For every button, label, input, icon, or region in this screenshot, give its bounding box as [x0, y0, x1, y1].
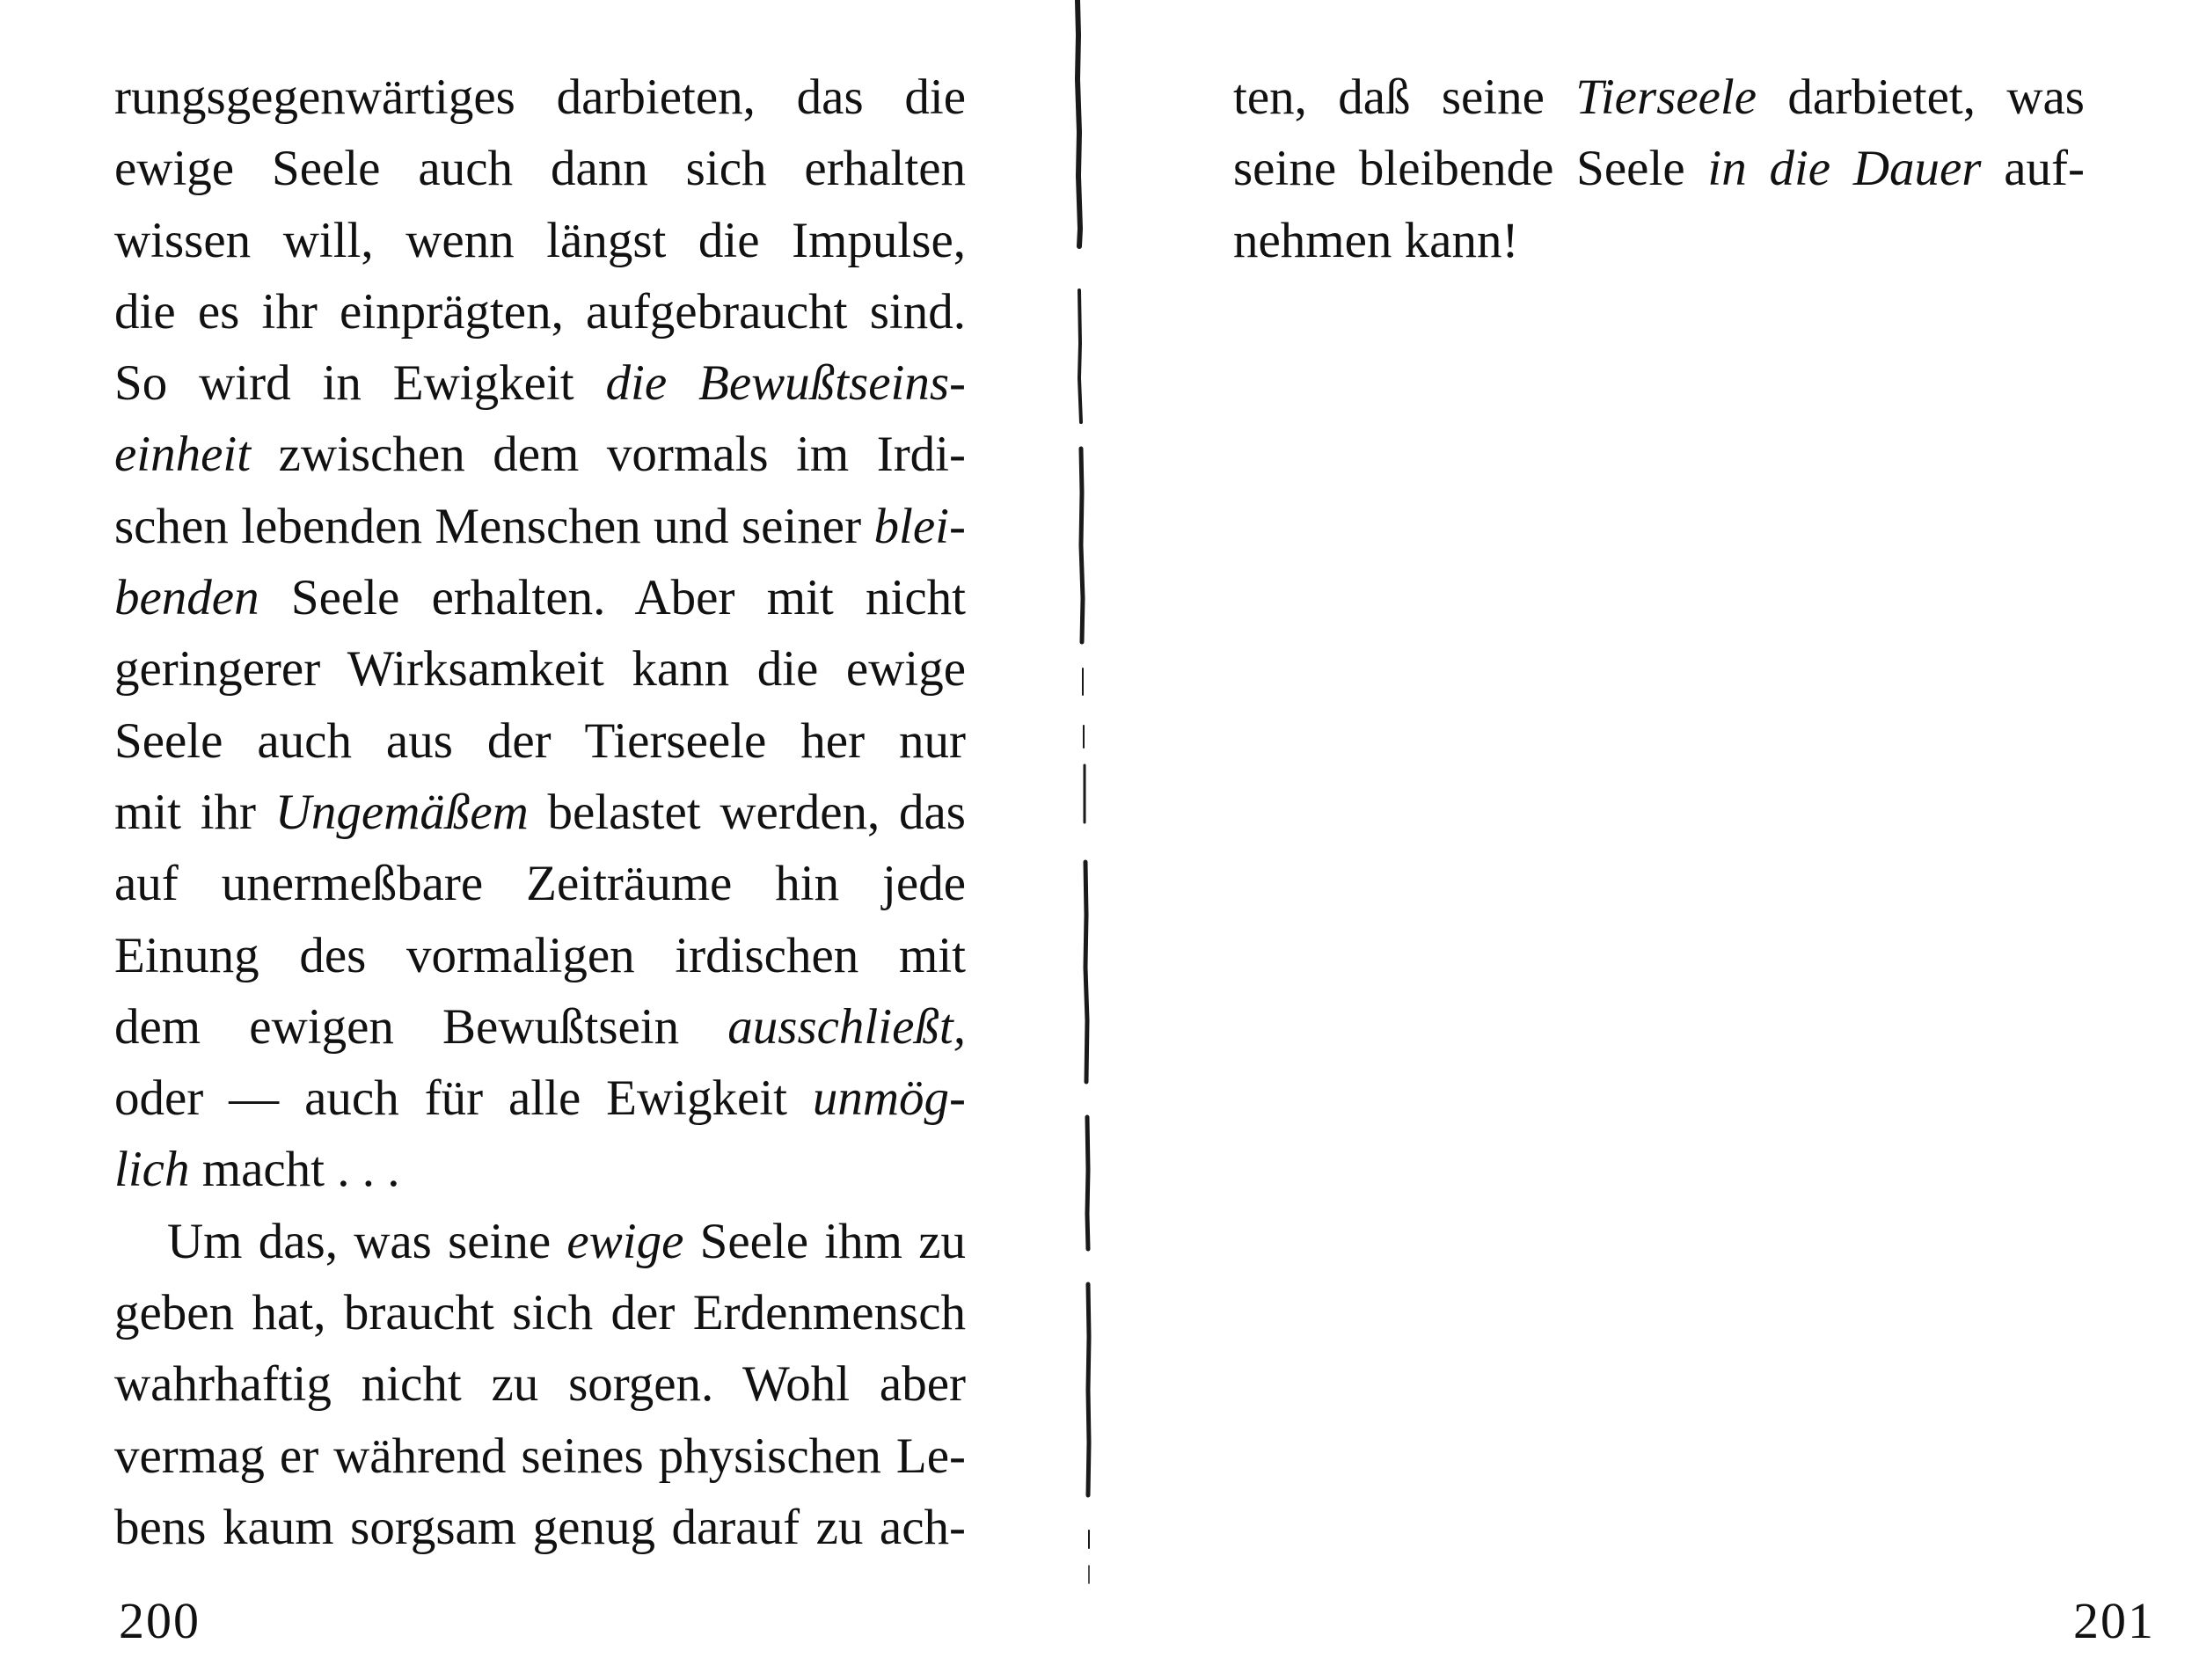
- page-number: 201: [2073, 1592, 2155, 1649]
- text-line: oder — auch für alle Ewigkeit unmög-: [114, 1070, 966, 1127]
- text-line: wahrhaftig nicht zu sorgen. Wohl aber: [114, 1356, 966, 1413]
- text-line: mit ihr Ungemäßem belastet werden, das: [114, 784, 966, 840]
- text-line: Um das, was seine ewige Seele ihm zu: [167, 1213, 966, 1269]
- text-line: dem ewigen Bewußtsein ausschließt,: [114, 998, 966, 1055]
- text-line: lich macht . . .: [114, 1142, 400, 1198]
- text-line: schen lebenden Menschen und seiner blei-: [114, 498, 966, 554]
- page-number: 200: [119, 1592, 201, 1649]
- left-page-text: [114, 62, 966, 1563]
- text-line: ewige Seele auch dann sich erhalten: [114, 141, 966, 197]
- text-line: benden Seele erhalten. Aber mit nicht: [114, 570, 966, 626]
- text-line: ten, daß seine Tierseele darbietet, was: [1233, 69, 2085, 125]
- text-line: So wird in Ewigkeit die Bewußtseins-: [114, 355, 966, 412]
- text-line: Einung des vormaligen irdischen mit: [114, 927, 966, 983]
- text-line: geben hat, braucht sich der Erdenmensch: [114, 1285, 966, 1341]
- text-line: bens kaum sorgsam genug darauf zu ach-: [114, 1499, 966, 1555]
- text-line: nehmen kann!: [1233, 212, 1519, 268]
- text-line: Seele auch aus der Tierseele her nur: [114, 712, 966, 769]
- text-line: seine bleibende Seele in die Dauer auf-: [1233, 141, 2086, 197]
- right-page: [1108, 0, 2199, 1680]
- text-line: die es ihr einprägten, aufgebraucht sind.: [114, 283, 966, 340]
- text-line: rungsgegenwärtiges darbieten, das die: [114, 69, 966, 125]
- left-page: [0, 0, 1091, 1680]
- text-line: auf unermeßbare Zeiträume hin jede: [114, 856, 966, 912]
- text-line: geringerer Wirksamkeit kann die ewige: [114, 641, 966, 698]
- text-line: einheit zwischen dem vormals im Irdi-: [114, 427, 966, 483]
- text-line: vermag er während seines physischen Le-: [114, 1428, 966, 1484]
- book-gutter-shadow: [1069, 0, 1104, 1592]
- right-page-text: [1233, 62, 2085, 276]
- text-line: wissen will, wenn längst die Impulse,: [114, 212, 966, 268]
